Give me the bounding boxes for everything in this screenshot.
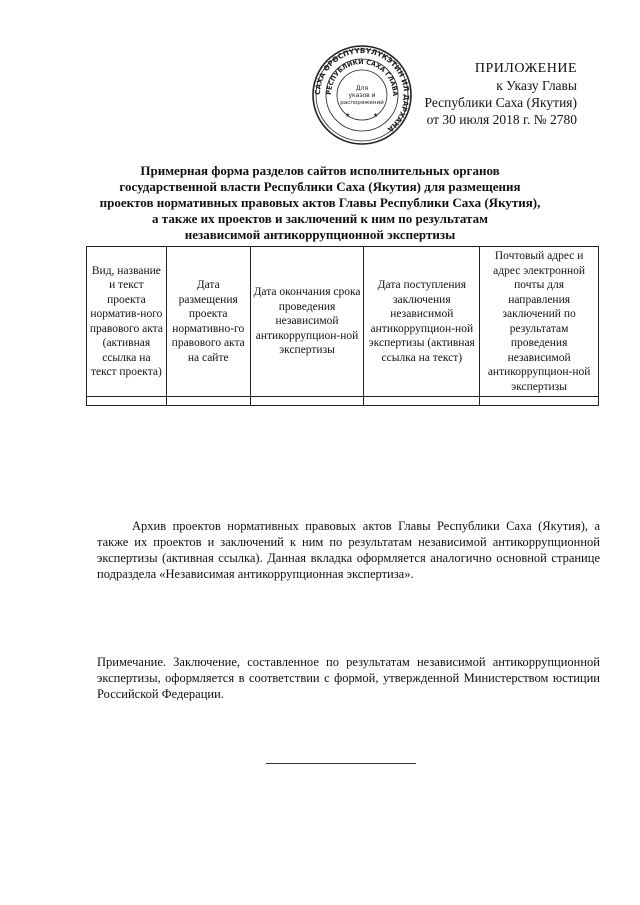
appendix-line-1: к Указу Главы xyxy=(496,78,577,93)
title-line-3: проектов нормативных правовых актов Главы Республики Саха (Якутия), xyxy=(99,195,541,210)
seal-outer-text: САХА ӨРӨСПҮҮБҮЛҮКЭТИН ИЛ ДАРХАНА xyxy=(312,45,412,135)
column-header-act: Вид, название и текст проекта норматив-ного правового акта (активная ссылка на текст проекта) xyxy=(87,247,167,397)
seal-star-right-icon: ★ xyxy=(373,112,379,119)
seal-center-line-1: Для xyxy=(355,85,369,92)
table-cell xyxy=(364,397,480,406)
table-cell xyxy=(250,397,364,406)
title-line-1: Примерная форма разделов сайтов исполнительных органов xyxy=(140,163,500,178)
title-line-4: а также их проектов и заключений к ним по результатам xyxy=(152,211,488,226)
column-header-expertise-end-date: Дата окончания срока проведения независимой антикоррупцион-ной экспертизы xyxy=(250,247,364,397)
title-line-2: государственной власти Республики Саха (Якутия) для размещения xyxy=(119,179,521,194)
archive-paragraph: Архив проектов нормативных правовых актов Главы Республики Саха (Якутия), а также их проектов и заключений к ним по результатам независимой антикоррупционной экспертизы (активная ссылка). Данная вкладка оформляется аналогично основной странице подраздела «Независимая антикоррупционная экспертиза». xyxy=(97,519,600,581)
seal-star-left-icon: ★ xyxy=(345,112,351,119)
document-title xyxy=(70,163,570,243)
column-header-posting-date: Дата размещения проекта нормативно-го правового акта на сайте xyxy=(166,247,250,397)
table-row xyxy=(87,397,599,406)
appendix-header xyxy=(405,60,577,128)
note-paragraph: Примечание. Заключение, составленное по результатам независимой антикоррупционной экспертизы, оформляется в соответствии с формой, утвержденной Министерством юстиции Российской Федерации. xyxy=(97,655,600,701)
sample-form-table xyxy=(86,246,599,406)
column-header-contact-address: Почтовый адрес и адрес электронной почты для направления заключений по результатам проведения независимой антикоррупцион-ной экспертизы xyxy=(480,247,599,397)
seal-center-line-2: указов и xyxy=(348,92,376,99)
column-header-conclusion-date: Дата поступления заключения независимой антикоррупцион-ной экспертизы (активная ссылка на текст) xyxy=(364,247,480,397)
appendix-line-3: от 30 июля 2018 г. № 2780 xyxy=(426,112,577,127)
table-header-row xyxy=(87,247,599,397)
seal-center-line-3: распоряжений xyxy=(340,100,384,106)
official-seal-stamp xyxy=(311,44,413,146)
seal-inner-text: РЕСПУБЛИКИ САХА ГЛАВА xyxy=(324,57,400,97)
table-cell xyxy=(166,397,250,406)
title-line-5: независимой антикоррупционной экспертизы xyxy=(184,227,456,242)
table-cell xyxy=(87,397,167,406)
table-cell xyxy=(480,397,599,406)
appendix-heading: ПРИЛОЖЕНИЕ xyxy=(474,61,577,76)
appendix-line-2: Республики Саха (Якутия) xyxy=(424,95,577,110)
closing-line-divider xyxy=(266,763,416,764)
